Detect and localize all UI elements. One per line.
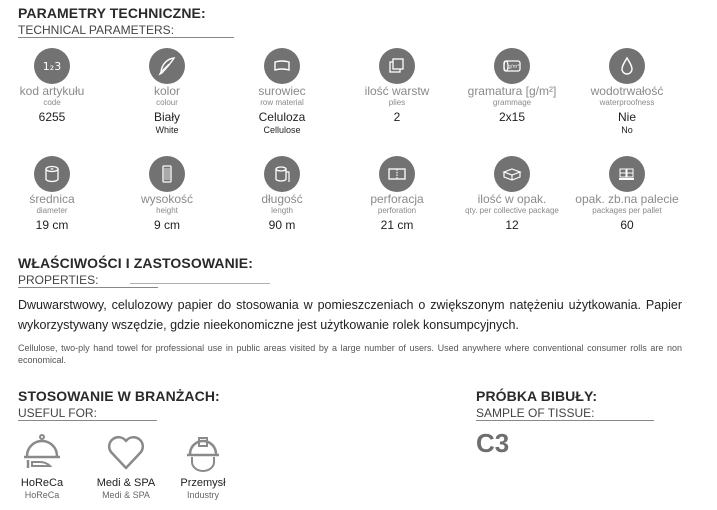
properties-title: WŁAŚCIWOŚCI I ZASTOSOWANIE: [18,255,253,271]
param-material: surowiec row material Celuloza Cellulose [227,48,337,135]
industries-subtitle: USEFUL FOR: [18,407,157,421]
param-pallet: opak. zb.na palecie packages per pallet 60 [572,156,682,233]
svg-text:1₂3: 1₂3 [42,60,62,73]
industry-horeca: HoReCa HoReCa [4,430,80,501]
cloche-icon [20,430,64,474]
param-plies: ilość warstw plies 2 [342,48,452,125]
layers-icon [379,48,415,84]
properties-text-pl: Dwuwarstwowy, celulozowy papier do stosowania w pomieszczeniach o zwiększonym natężeniu użytkowania. Papier wykorzystywany wszędzie, gdzie nieekonomiczne jest użytkowanie rolek konsumpcyjnych. [18,298,682,332]
numbers-icon [34,48,70,84]
param-colour: kolor colour Biały White [112,48,222,135]
technical-subtitle: TECHNICAL PARAMETERS: [18,24,234,38]
sample-subtitle: SAMPLE OF TISSUE: [476,407,654,421]
industry-medi-spa: Medi & SPA Medi & SPA [88,430,164,501]
pallet-icon [609,156,645,192]
roll-grammage-icon [494,48,530,84]
industries-header [18,389,220,422]
technical-title: PARAMETRY TECHNICZNE: [18,5,206,21]
heart-icon [104,430,148,474]
param-height: wysokość height 9 cm [112,156,222,233]
industries-title: STOSOWANIE W BRANŻACH: [18,388,220,404]
param-package-qty: ilość w opak. qty. per collective package 12 [457,156,567,233]
properties-divider [130,283,270,284]
industry-industry: Przemysł Industry [165,430,241,501]
param-perforation: perforacja perforation 21 cm [342,156,452,233]
properties-subtitle: PROPERTIES: [18,274,158,288]
svg-text:g/m²: g/m² [507,64,520,70]
sample-header [476,389,654,422]
package-icon [494,156,530,192]
sample-title: PRÓBKA BIBUŁY: [476,388,598,404]
roll-height-icon [149,156,185,192]
param-code: 1₂3 kod artykułu code 6255 [0,48,107,125]
param-waterproofness: wodotrwałość waterproofness Nie No [572,48,682,135]
perforation-icon [379,156,415,192]
sample-code: C3 [476,428,510,458]
param-diameter: średnica diameter 19 cm [0,156,107,233]
roll-length-icon [264,156,300,192]
water-drop-icon [609,48,645,84]
hard-hat-icon [181,430,225,474]
feather-icon [149,48,185,84]
paper-sheet-icon [264,48,300,84]
properties-header [18,256,253,289]
technical-header [18,6,234,39]
properties-text-en: Cellulose, two-ply hand towel for professional use in public areas visited by a large number of users. Used anywhere where conventional consumer rolls are non economical. [18,343,682,365]
roll-diameter-icon [34,156,70,192]
param-grammage: g/m² gramatura [g/m²] grammage 2x15 [457,48,567,125]
param-length: długość length 90 m [227,156,337,233]
